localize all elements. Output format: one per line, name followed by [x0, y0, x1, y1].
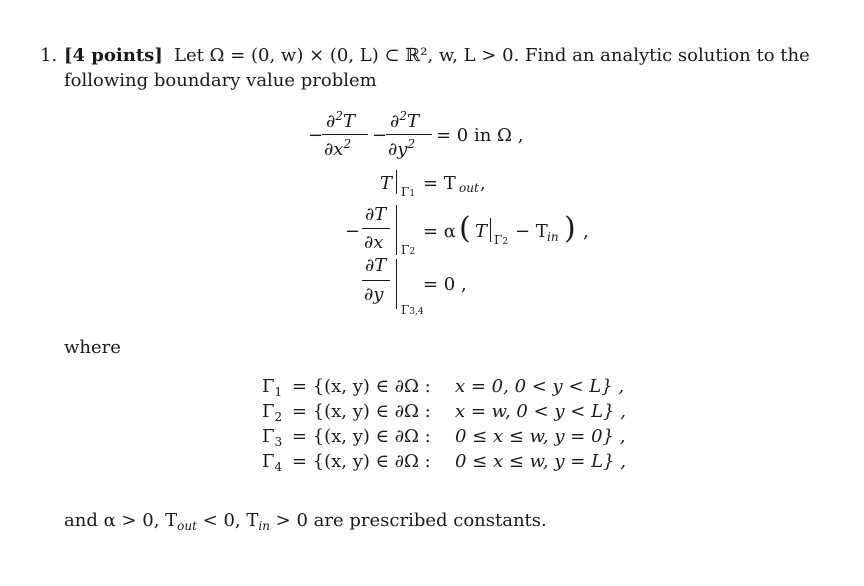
- problem-intro-line2: following boundary value problem: [64, 70, 377, 91]
- problem-points: [4 points]: [64, 45, 163, 66]
- boundary-gamma-3: $\Gamma_3 = \{(x$, y) ∈ ∂Ω :: [262, 426, 431, 449]
- closing-sentence: and α > 0, $T_{out} < 0$, $T_{in} > 0$ are prescribed constants.: [64, 510, 547, 533]
- pde-rhs: = 0 in Ω ,: [436, 125, 524, 146]
- boundary-gamma-2: $\Gamma_2 = \{(x$, y) ∈ ∂Ω :: [262, 401, 431, 424]
- boundary-gamma-4: $\Gamma_4 = \{(x$, y) ∈ ∂Ω :: [262, 451, 431, 474]
- where-label: where: [64, 337, 121, 358]
- boundary-gamma-1: $\Gamma_1 = \{(x$, y) ∈ ∂Ω :: [262, 376, 431, 399]
- problem-intro-line1: Let Ω = (0, w) × (0, L) ⊂ ℝ², w, L > 0. Find an analytic solution to the: [174, 45, 810, 66]
- problem-number: 1.: [40, 45, 58, 66]
